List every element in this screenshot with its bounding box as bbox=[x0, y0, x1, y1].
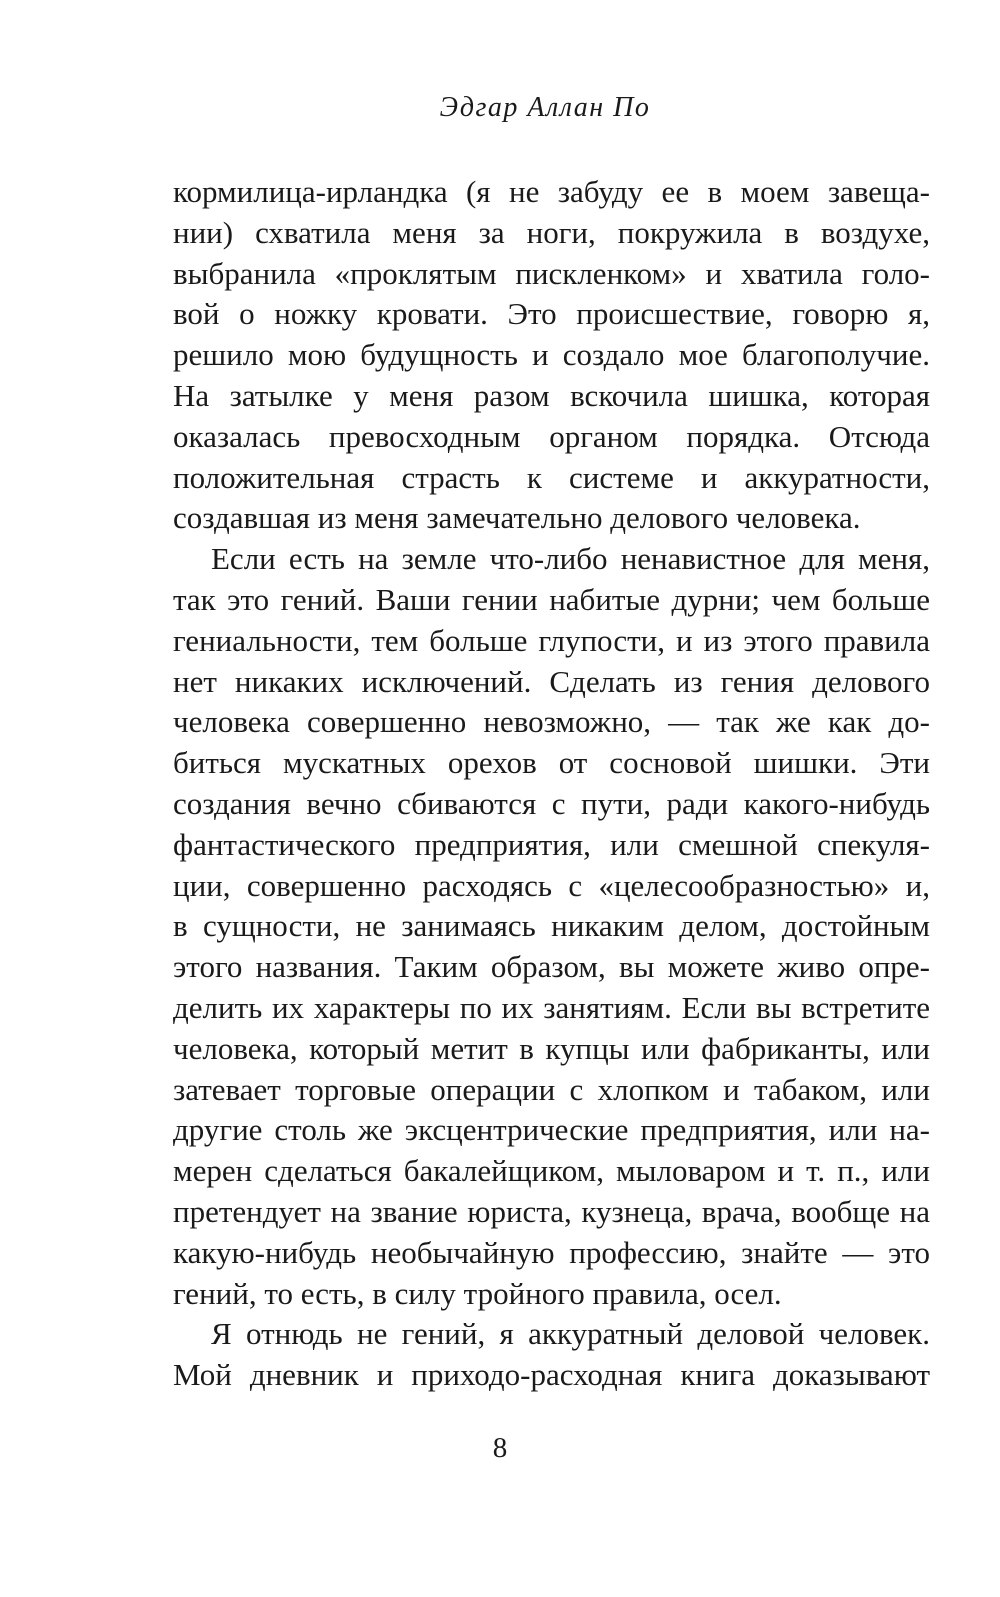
text-line: мерен сделаться бакалейщиком, мыловаром и т. п., или bbox=[173, 1153, 930, 1189]
text-line: человека совершенно невозможно, — так же как до- bbox=[173, 704, 930, 740]
text-line: так это гений. Ваши гении набитые дурни; чем больше bbox=[173, 581, 930, 617]
text-line: Если есть на земле что-либо ненавистное для меня, bbox=[211, 541, 930, 577]
body-text bbox=[173, 172, 930, 1396]
text-line: положительная страсть к системе и аккуратности, bbox=[173, 459, 930, 495]
text-line: фантастического предприятия, или смешной спекуля- bbox=[173, 826, 930, 862]
text-line: выбранила «проклятым пискленком» и хватила голо- bbox=[173, 255, 930, 291]
text-line: создания вечно сбиваются с пути, ради какого-нибудь bbox=[173, 785, 930, 821]
text-line: человека, который метит в купцы или фабриканты, или bbox=[173, 1030, 930, 1066]
text-line: биться мускатных орехов от сосновой шишки. Эти bbox=[173, 745, 930, 781]
text-line: другие столь же эксцентрические предприятия, или на- bbox=[173, 1112, 930, 1148]
text-line: Мой дневник и приходо-расходная книга доказывают bbox=[173, 1357, 930, 1393]
text-line: этого названия. Таким образом, вы можете живо опре- bbox=[173, 949, 930, 985]
text-line: ции, совершенно расходясь с «целесообразностью» и, bbox=[173, 867, 930, 903]
text-line: вой о ножку кровати. Это происшествие, говорю я, bbox=[173, 296, 930, 332]
text-line: гений, то есть, в силу тройного правила, осел. bbox=[173, 1275, 782, 1311]
text-line: претендует на звание юриста, кузнеца, врача, вообще на bbox=[173, 1193, 930, 1229]
text-line: гениальности, тем больше глупости, и из этого правила bbox=[173, 622, 930, 658]
text-line: создавшая из меня замечательно делового человека. bbox=[173, 500, 861, 536]
text-line: затевает торговые операции с хлопком и табаком, или bbox=[173, 1071, 930, 1107]
text-line: какую-нибудь необычайную профессию, знайте — это bbox=[173, 1234, 930, 1270]
text-line: делить их характеры по их занятиям. Если вы встретите bbox=[173, 989, 930, 1025]
text-line: На затылке у меня разом вскочила шишка, которая bbox=[173, 377, 930, 413]
text-line: решило мою будущность и создало мое благополучие. bbox=[173, 337, 930, 373]
running-head: Эдгар Аллан По bbox=[439, 92, 651, 123]
text-line: оказалась превосходным органом порядка. Отсюда bbox=[173, 418, 930, 454]
text-line: Я отнюдь не гений, я аккуратный деловой человек. bbox=[211, 1316, 930, 1352]
text-line: нии) схватила меня за ноги, покружила в воздухе, bbox=[173, 214, 930, 250]
page-number: 8 bbox=[492, 1432, 508, 1464]
text-line: в сущности, не занимаясь никаким делом, достойным bbox=[173, 908, 930, 944]
text-line: кормилица-ирландка (я не забуду ее в моем завеща- bbox=[173, 174, 930, 209]
text-line: нет никаких исключений. Сделать из гения делового bbox=[173, 663, 930, 699]
